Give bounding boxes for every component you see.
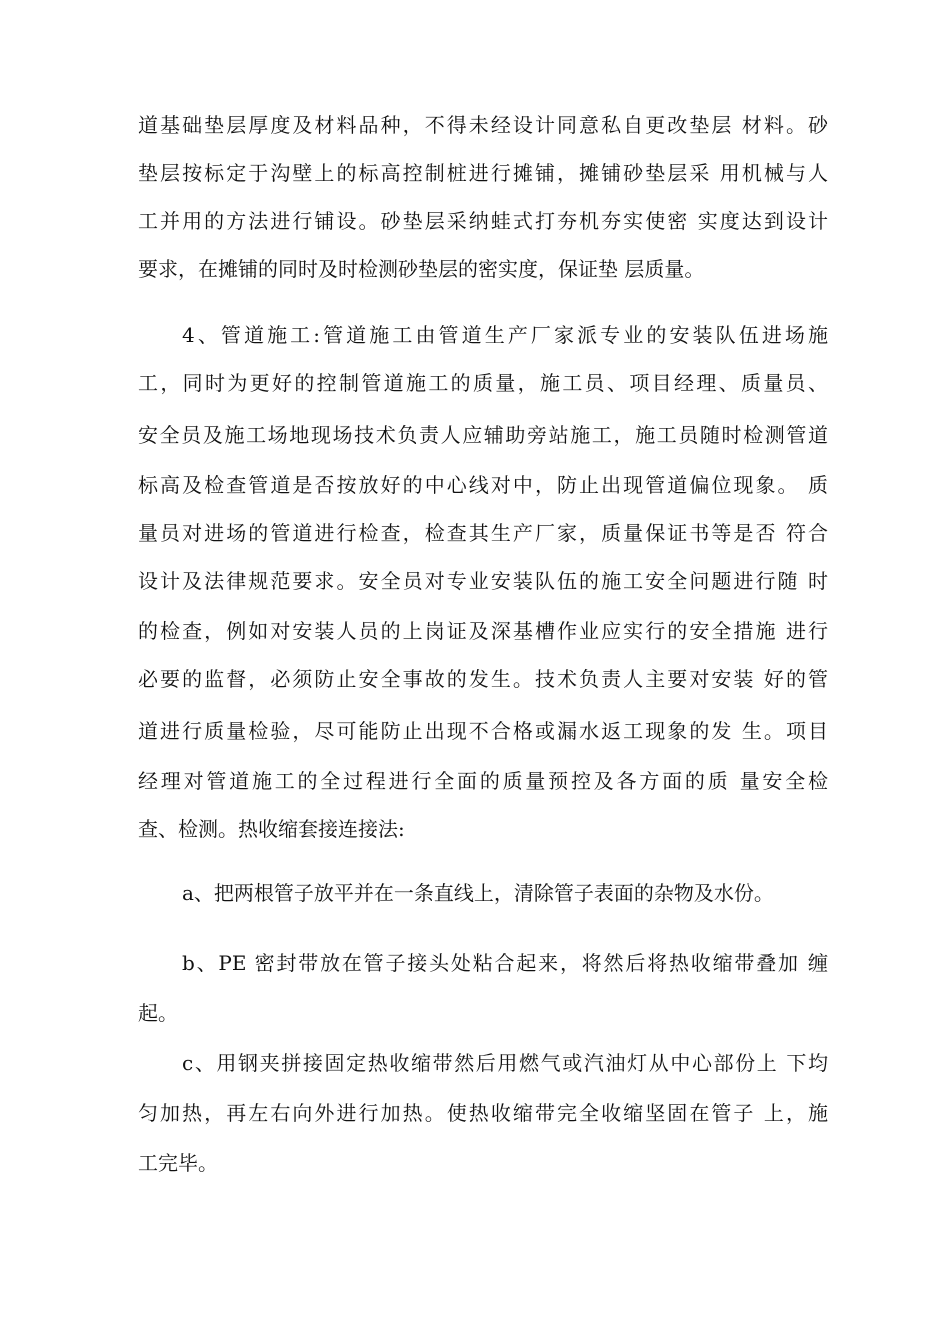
- paragraph-2-line-5: 量员对进场的管道进行检查，检查其生产厂家，质量保证书等是否 符合: [138, 521, 828, 545]
- paragraph-2-line-3: 安全员及施工场地现场技术负责人应辅助旁站施工，施工员随时检测管道: [138, 423, 828, 447]
- paragraph-3-line-1: a、把两根管子放平并在一条直线上，清除管子表面的杂物及水份。: [182, 881, 774, 905]
- paragraph-5-line-1: c、用钢夹拼接固定热收缩带然后用燃气或汽油灯从中心部份上 下均: [182, 1051, 828, 1075]
- paragraph-2-line-10: 经理对管道施工的全过程进行全面的质量预控及各方面的质 量安全检: [138, 769, 828, 793]
- paragraph-1-line-2: 垫层按标定于沟壁上的标高控制桩进行摊铺，摊铺砂垫层采 用机械与人: [138, 161, 828, 185]
- paragraph-4-line-2: 起。: [138, 1001, 178, 1025]
- paragraph-5-line-3: 工完毕。: [138, 1151, 218, 1175]
- paragraph-2-line-4: 标高及检查管道是否按放好的中心线对中，防止出现管道偏位现象。 质: [138, 473, 828, 497]
- paragraph-2-line-9: 道进行质量检验，尽可能防止出现不合格或漏水返工现象的发 生。项目: [138, 719, 828, 743]
- paragraph-2-line-1: 4、管道施工:管道施工由管道生产厂家派专业的安装队伍进场施: [182, 323, 828, 347]
- paragraph-4-line-1: b、PE 密封带放在管子接头处粘合起来，将然后将热收缩带叠加 缠: [182, 951, 828, 975]
- paragraph-5-line-2: 匀加热，再左右向外进行加热。使热收缩带完全收缩坚固在管子 上，施: [138, 1101, 828, 1125]
- paragraph-1-line-1: 道基础垫层厚度及材料品种，不得未经设计同意私自更改垫层 材料。砂: [138, 113, 828, 137]
- paragraph-1-line-3: 工并用的方法进行铺设。砂垫层采纳蛙式打夯机夯实使密 实度达到设计: [138, 209, 828, 233]
- paragraph-2-line-7: 的检查，例如对安装人员的上岗证及深基槽作业应实行的安全措施 进行: [138, 619, 828, 643]
- paragraph-2-line-2: 工，同时为更好的控制管道施工的质量，施工员、项目经理、质量员、: [138, 371, 828, 395]
- paragraph-2-line-8: 必要的监督，必须防止安全事故的发生。技术负责人主要对安装 好的管: [138, 667, 828, 691]
- paragraph-1-line-4: 要求，在摊铺的同时及时检测砂垫层的密实度，保证垫 层质量。: [138, 257, 705, 281]
- paragraph-2-line-11: 查、检测。热收缩套接连接法:: [138, 817, 405, 841]
- paragraph-2-line-6: 设计及法律规范要求。安全员对专业安装队伍的施工安全问题进行随 时: [138, 569, 828, 593]
